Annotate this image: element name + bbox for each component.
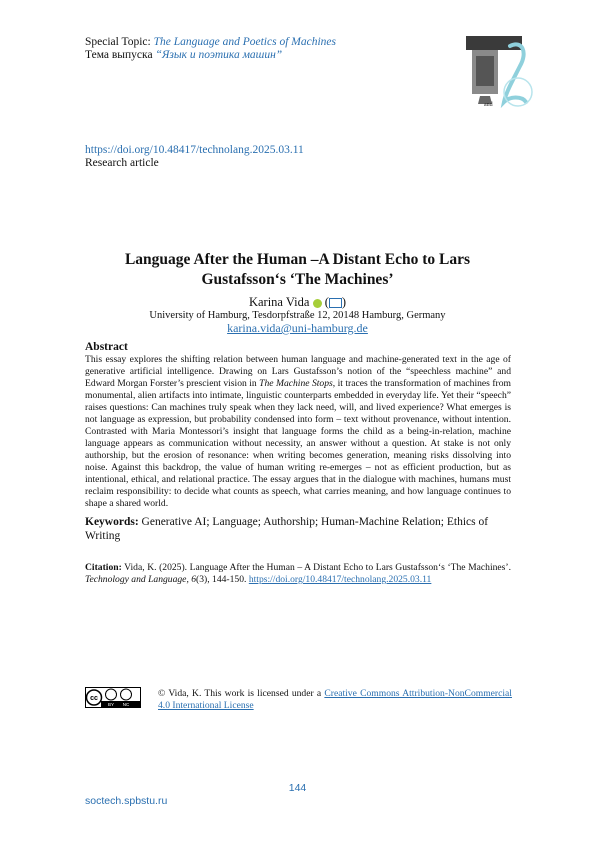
- page-number: 144: [288, 782, 307, 794]
- article-type: Research article: [85, 157, 159, 169]
- keywords: [85, 515, 511, 543]
- doi-link[interactable]: https://doi.org/10.48417/technolang.2025.03.11: [85, 144, 304, 156]
- author-name: Karina Vida: [248, 295, 310, 309]
- special-topic-title: The Language and Poetics of Machines: [153, 36, 336, 48]
- site-link[interactable]: soctech.spbstu.ru: [85, 795, 168, 807]
- citation-label: Citation:: [85, 562, 122, 573]
- citation: Citation: Vida, K. (2025). Language After the Human – A Distant Echo to Lars Gustafsson‘s ‘The Machines’. Technology and Language, 6(3), 144-150. https://doi.org/10.48417/technolang.2025.03.11: [85, 562, 511, 585]
- keywords-label: Keywords:: [85, 516, 139, 528]
- license-link[interactable]: Creative Commons Attribution-NonCommercial 4.0 International License: [158, 688, 512, 711]
- mail-icon[interactable]: [329, 298, 342, 308]
- special-topic-label: Special Topic:: [85, 36, 154, 48]
- svg-text:and: and: [484, 102, 493, 108]
- keywords-text: Generative AI; Language; Authorship; Human-Machine Relation; Ethics of Writing: [85, 516, 489, 542]
- author-affiliation: University of Hamburg, Tesdorpfstraße 12, 20148 Hamburg, Germany: [149, 310, 446, 321]
- special-topic-header: [85, 36, 336, 62]
- abstract-text: This essay explores the shifting relation between human language and machine-generated text in the age of generative artificial intelligence. Drawing on Lars Gustafsson’s notion of the “speechless machine” and Edward Morgan Forster’s prescient vision in The Machine Stops, it traces the transformation of machines from monumental, alien artifacts into intimate, linguistic counterparts embedded in everyday life. Yet their “speech” raises questions: Can machines truly speak when they lack need, will, and lived experience? What emerges is not language as expression, but probability condensed into form – text without provenance, without intention. Contrasted with Maria Montessori’s insight that language forms the child as a being-in-relation, machine language appears as communication without necessity, an answer without a question. At stake is not only authorship, but the erosion of resonance: when writing becomes generation, meaning risks dissolving into noise. Against this backdrop, the value of human writing re-emerges – not as efficient production, but as intentional, ethical, and relational practice. The essay argues that in the dialogue with machines, humans must reclaim responsibility: to decide what counts as speech, what carries meaning, and how language continues to shape a shared world.: [85, 354, 511, 509]
- author-email[interactable]: karina.vida@uni-hamburg.de: [227, 321, 368, 335]
- ru-topic-title: “Язык и поэтика машин”: [155, 49, 283, 61]
- article-title: Language After the Human –A Distant Echo to Lars Gustafsson‘s ‘The Machines’: [124, 251, 471, 288]
- journal-logo: [466, 36, 534, 110]
- ru-topic-label: Тема выпуска: [85, 49, 156, 61]
- author-line: Karina Vida ( ): [248, 295, 347, 309]
- abstract-heading: Abstract: [85, 341, 128, 353]
- citation-doi-link[interactable]: https://doi.org/10.48417/technolang.2025.03.11: [248, 574, 432, 585]
- license-text: © Vida, K. This work is licensed under a Creative Commons Attribution-NonCommercial 4.0 International License: [158, 688, 512, 711]
- by-badge-text: BY: [107, 702, 115, 707]
- cc-license-badge[interactable]: [85, 687, 141, 708]
- cc-badge-text: cc: [90, 695, 98, 702]
- nc-badge-text: NC: [122, 702, 130, 707]
- orcid-icon[interactable]: [313, 299, 322, 308]
